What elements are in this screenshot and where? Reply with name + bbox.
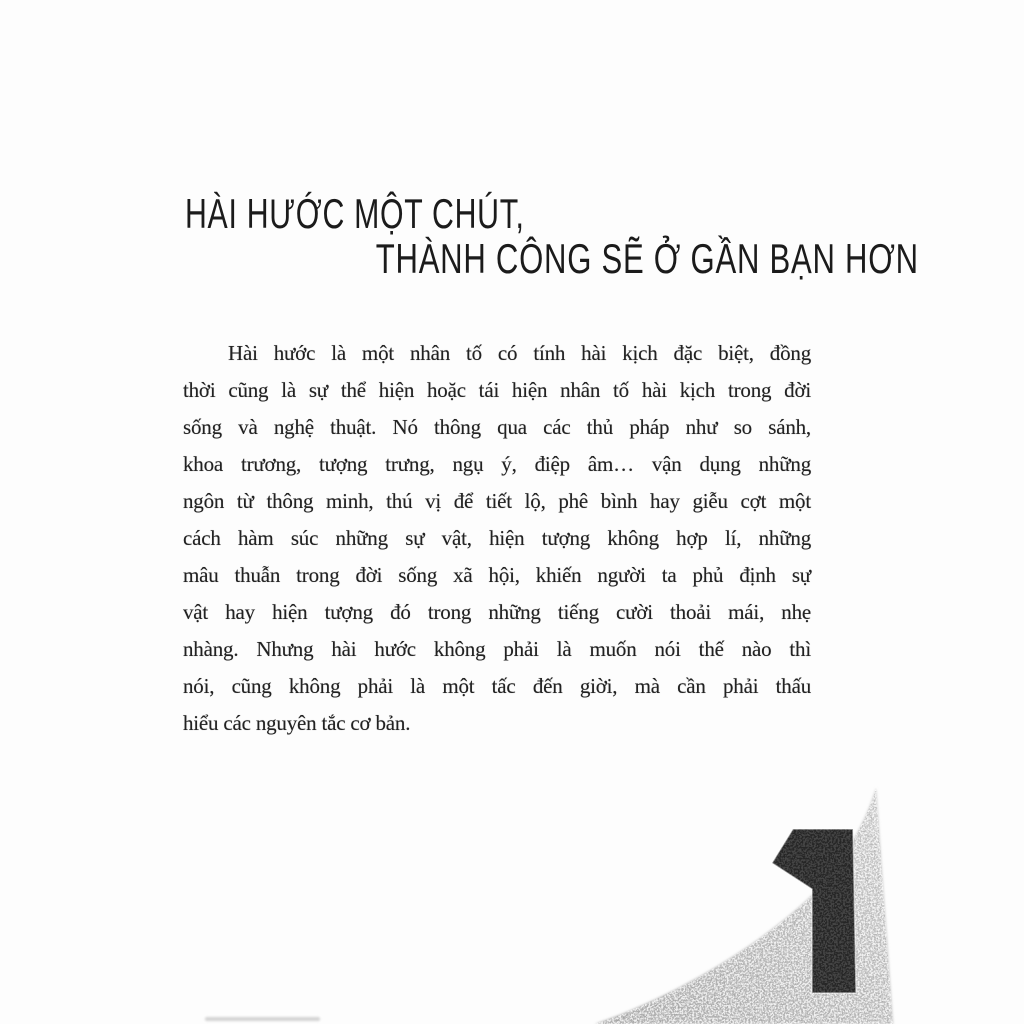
paragraph-line: Hài hước là một nhân tố có tính hài kịch đặc biệt, đồng: [228, 341, 811, 365]
chapter-title-line-2-text: THÀNH CÔNG SẼ Ở GẦN BẠN HƠN: [375, 235, 919, 282]
scan-artifact-smudge: [205, 1017, 320, 1021]
paragraph-line: thời cũng là sự thể hiện hoặc tái hiện nhân tố hài kịch trong đời: [183, 378, 811, 402]
paragraph-line: ngôn từ thông minh, thú vị để tiết lộ, phê bình hay giễu cợt một: [183, 489, 811, 513]
wedge-speckle-light: [595, 788, 893, 1024]
chapter-title-line-1-text: HÀI HƯỚC MỘT CHÚT,: [185, 190, 525, 237]
numeral-one-shape: [772, 829, 856, 993]
chapter-title-line-2: [185, 235, 919, 282]
wedge-shape: [595, 788, 893, 1024]
chapter-title-line-1: [185, 192, 657, 236]
paragraph-line: nhàng. Nhưng hài hước không phải là muốn nói thế nào thì: [183, 637, 811, 661]
paragraph-line: mâu thuẫn trong đời sống xã hội, khiến người ta phủ định sự: [183, 563, 811, 587]
paragraph-line: nói, cũng không phải là một tấc đến giời, mà cần phải thấu: [183, 674, 811, 698]
body-paragraph: [183, 335, 811, 742]
wedge-speckle-dark: [595, 788, 893, 1024]
chapter-number-value: [0, 0, 1, 1]
paragraph-line: sống và nghệ thuật. Nó thông qua các thủ pháp như so sánh,: [183, 415, 811, 439]
paragraph-line: khoa trương, tượng trưng, ngụ ý, điệp âm… vận dụng những: [183, 452, 811, 476]
paragraph-line: vật hay hiện tượng đó trong những tiếng cười thoải mái, nhẹ: [183, 600, 811, 624]
paragraph-line: cách hàm súc những sự vật, hiện tượng không hợp lí, những: [183, 526, 811, 550]
paragraph-line: hiểu các nguyên tắc cơ bản.: [183, 711, 411, 735]
numeral-speckle: [772, 829, 856, 993]
